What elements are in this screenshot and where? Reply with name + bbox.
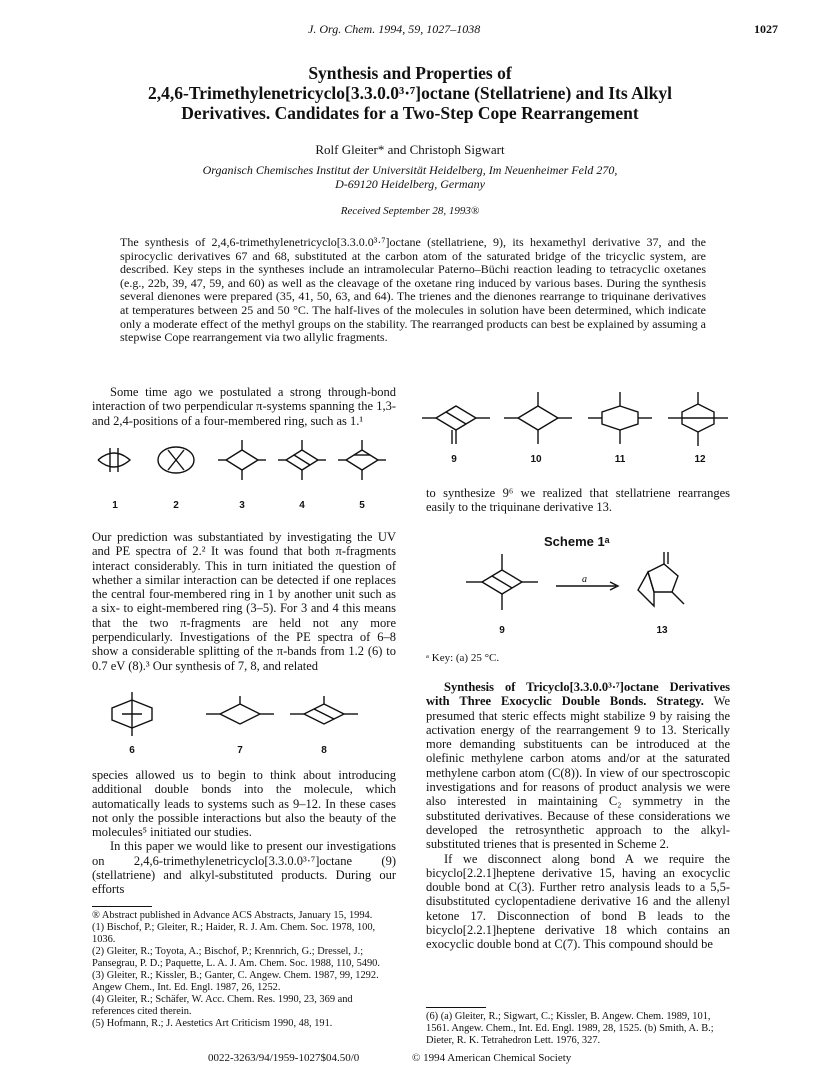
label-5: 5 [359, 500, 365, 511]
label-3: 3 [239, 500, 245, 511]
structure-6-drawing [112, 692, 152, 736]
left-paragraph-3: species allowed us to begin to think about introducing additional double bonds into the molecule, which automatically leads to systems such as 9–12. In these cases not only the possible interactions but also the beauty of the molecules⁵ initiated our studies. In this paper we would like to present our investigations on 2,4,6-trimethylenetricyclo[3.3.0.0³·⁷]octane (9) (stellatriene) and alkyl-substituted products. During our efforts [92, 768, 396, 897]
footnote-5: (5) Hofmann, R.; J. Aestetics Art Criticism 1990, 48, 191. [92, 1018, 333, 1029]
structure-3-drawing [218, 440, 266, 480]
label-6: 6 [129, 745, 135, 756]
right-paragraph-1: to synthesize 9⁶ we realized that stellatriene rearranges easily to the triquinane derivative 13. [426, 486, 730, 515]
structures-1-5 [92, 438, 396, 498]
structure-9-drawing [422, 406, 490, 444]
left-paragraph-1: Some time ago we postulated a strong through-bond interaction of two perpendicular π-systems spanning the 1,3- and 2,4-positions of a four-membered ring, such as 1.¹ [92, 385, 396, 428]
structure-8-drawing [290, 696, 358, 724]
authors: Rolf Gleiter* and Christoph Sigwart [315, 142, 505, 157]
scheme-arrow-label: a [582, 574, 587, 585]
page-number: 1027 [754, 22, 778, 36]
right-paragraph-2: Synthesis of Tricyclo[3.3.0.0³·⁷]octane Derivatives with Three Exocyclic Double Bonds. Strategy. We presumed that steric effects might stabilize 9 by raising the activation energy of the rearrangement 9 to 13. Sterically more demanding substituents can be introduced at the olefinic methylene carbon atoms and/or at the saturated methylene carbon atom (C(8)). In view of our spectroscopic investigations and for reasons of product analysis we were also interested in maintaining C₂ symmetry in the substituted derivatives. Because of these considerations we developed the retrosynthetic approach to the alkyl-substituted trienes that is presented in Scheme 2. If we disconnect along bond A we require the bicyclo[2.2.1]heptene derivative 15, having an exocyclic double bond at C(3). Further retro analysis leads to a 5,5-disubstituted cyclopentadiene derivative 16 and the allenyl ketone 17. Disconnection of bond B leads to the bicyclo[2.2.1]heptene derivative 18 which contains an exocyclic double bond at C(7). This compound should be [426, 680, 730, 952]
structure-7-drawing [206, 696, 274, 724]
running-header: J. Org. Chem. 1994, 59, 1027–1038 [308, 22, 481, 36]
footnote-rule-right [426, 1007, 486, 1008]
scheme-label-13: 13 [656, 625, 668, 636]
structure-1-drawing [98, 448, 130, 472]
footnote-4: (4) Gleiter, R.; Schäfer, W. Acc. Chem. Res. 1990, 23, 369 and references cited therein. [92, 994, 353, 1017]
footnote-abstract: ® Abstract published in Advance ACS Abstracts, January 15, 1994. [92, 910, 373, 921]
article-title [40, 63, 780, 123]
label-10: 10 [530, 454, 542, 465]
label-7: 7 [237, 745, 243, 756]
structure-2-drawing [158, 447, 194, 473]
left-paragraph-2: Our prediction was substantiated by investigating the UV and PE spectra of 2.² It was found that both π-fragments interact considerably. This in turn initiated the question of whether a similar interaction can be detected if one replaces the central four-membered ring in 1 by another unit such as a six- to eight-membered ring (3–5). For 3 and 4 this means that the two π-fragments are held not any more perpendicularly. Investigations of the PE spectra of 6–8 show a considerable splitting of the π-bands from 1.2 (6) to 0.7 eV (8).³ Our synthesis of 7, 8, and related [92, 530, 396, 673]
scheme-structure-13 [638, 552, 684, 606]
structure-5-drawing [338, 440, 386, 480]
label-4: 4 [299, 500, 305, 511]
affiliation [0, 163, 820, 191]
structure-4-drawing [278, 440, 326, 480]
scheme-label-9: 9 [499, 625, 505, 636]
reaction-arrow [556, 582, 618, 590]
structures-6-8 [92, 690, 396, 740]
section-heading: Synthesis of Tricyclo[3.3.0.0³·⁷]octane Derivatives with Three Exocyclic Double Bonds. Strategy. [426, 680, 730, 709]
footer-copyright: © 1994 American Chemical Society [412, 1052, 572, 1064]
footnote-3: (3) Gleiter, R.; Kissler, B.; Ganter, C. Angew. Chem. 1987, 99, 1292. Angew Chem., Int. Ed. Engl. 1987, 26, 1252. [92, 970, 379, 993]
label-11: 11 [614, 454, 626, 465]
label-9: 9 [451, 454, 457, 465]
title-line-2: 2,4,6-Trimethylenetricyclo[3.3.0.0³·⁷]octane (Stellatriene) and Its Alkyl [148, 83, 672, 103]
structures-9-12 [416, 392, 726, 450]
left-footnotes [92, 910, 396, 1030]
label-12: 12 [694, 454, 706, 465]
scheme-1-diagram [460, 552, 700, 624]
label-1: 1 [112, 500, 118, 511]
title-line-1: Synthesis and Properties of [308, 63, 512, 83]
received-date: Received September 28, 1993® [340, 205, 480, 217]
right-footnote [426, 1011, 730, 1047]
structure-12-drawing [668, 392, 728, 446]
label-2: 2 [173, 500, 179, 511]
footer-code: 0022-3263/94/1959-1027$04.50/0 [208, 1052, 360, 1064]
label-8: 8 [321, 745, 327, 756]
footnote-1: (1) Bischof, P.; Gleiter, R.; Haider, R. J. Am. Chem. Soc. 1978, 100, 1036. [92, 922, 376, 945]
footnote-2: (2) Gleiter, R.; Toyota, A.; Bischof, P.; Krennrich, G.; Dressel, J.; Pansegrau, P. D.; Paquette, L. A. J. Am. Chem. Soc. 1988, 110, 5490. [92, 946, 380, 969]
abstract: The synthesis of 2,4,6-trimethylenetricyclo[3.3.0.0³·⁷]octane (stellatriene, 9), its hexamethyl derivative 37, and the spirocyclic derivatives 67 and 68, substituted at the carbon atom of the saturated bridge of the tricyclic system, are described. Key steps in the syntheses include an intramolecular Paterno–Büchi reaction leading to tetracyclic oxetanes (e.g., 22b, 39, 47, 59, and 60) as well as the cleavage of the oxetane ring induced by various bases. During the synthesis several dienones were prepared (35, 41, 50, 63, and 64). The trienes and the dienones rearrange to triquinane derivatives at temperatures between 25 and 50 °C. The half-lives of the molecules in solution have been determined, which indicate only a moderate effect of the methyl groups on the stability. The rearranged products can best be explained by assuming a stepwise Cope rearrangement via two allylic fragments. [120, 235, 706, 345]
affiliation-line-1: Organisch Chemisches Institut der Universität Heidelberg, Im Neuenheimer Feld 270, [202, 163, 618, 177]
scheme-structure-9 [466, 554, 538, 610]
affiliation-line-2: D-69120 Heidelberg, Germany [335, 177, 485, 191]
footnote-rule-left [92, 906, 152, 907]
structure-11-drawing [588, 392, 652, 444]
footnote-6: (6) (a) Gleiter, R.; Sigwart, C.; Kissler, B. Angew. Chem. 1989, 101, 1561. Angew. Chem., Int. Ed. Engl. 1989, 28, 1525. (b) Smith, A. B.; Dieter, R. K. Tetrahedron Lett. 1976, 327. [426, 1011, 714, 1046]
structure-10-drawing [504, 392, 572, 444]
scheme-1-title: Scheme 1ᵃ [544, 534, 610, 549]
scheme-key: ᵃ Key: (a) 25 °C. [426, 652, 500, 664]
title-line-3: Derivatives. Candidates for a Two-Step Cope Rearrangement [181, 103, 639, 123]
